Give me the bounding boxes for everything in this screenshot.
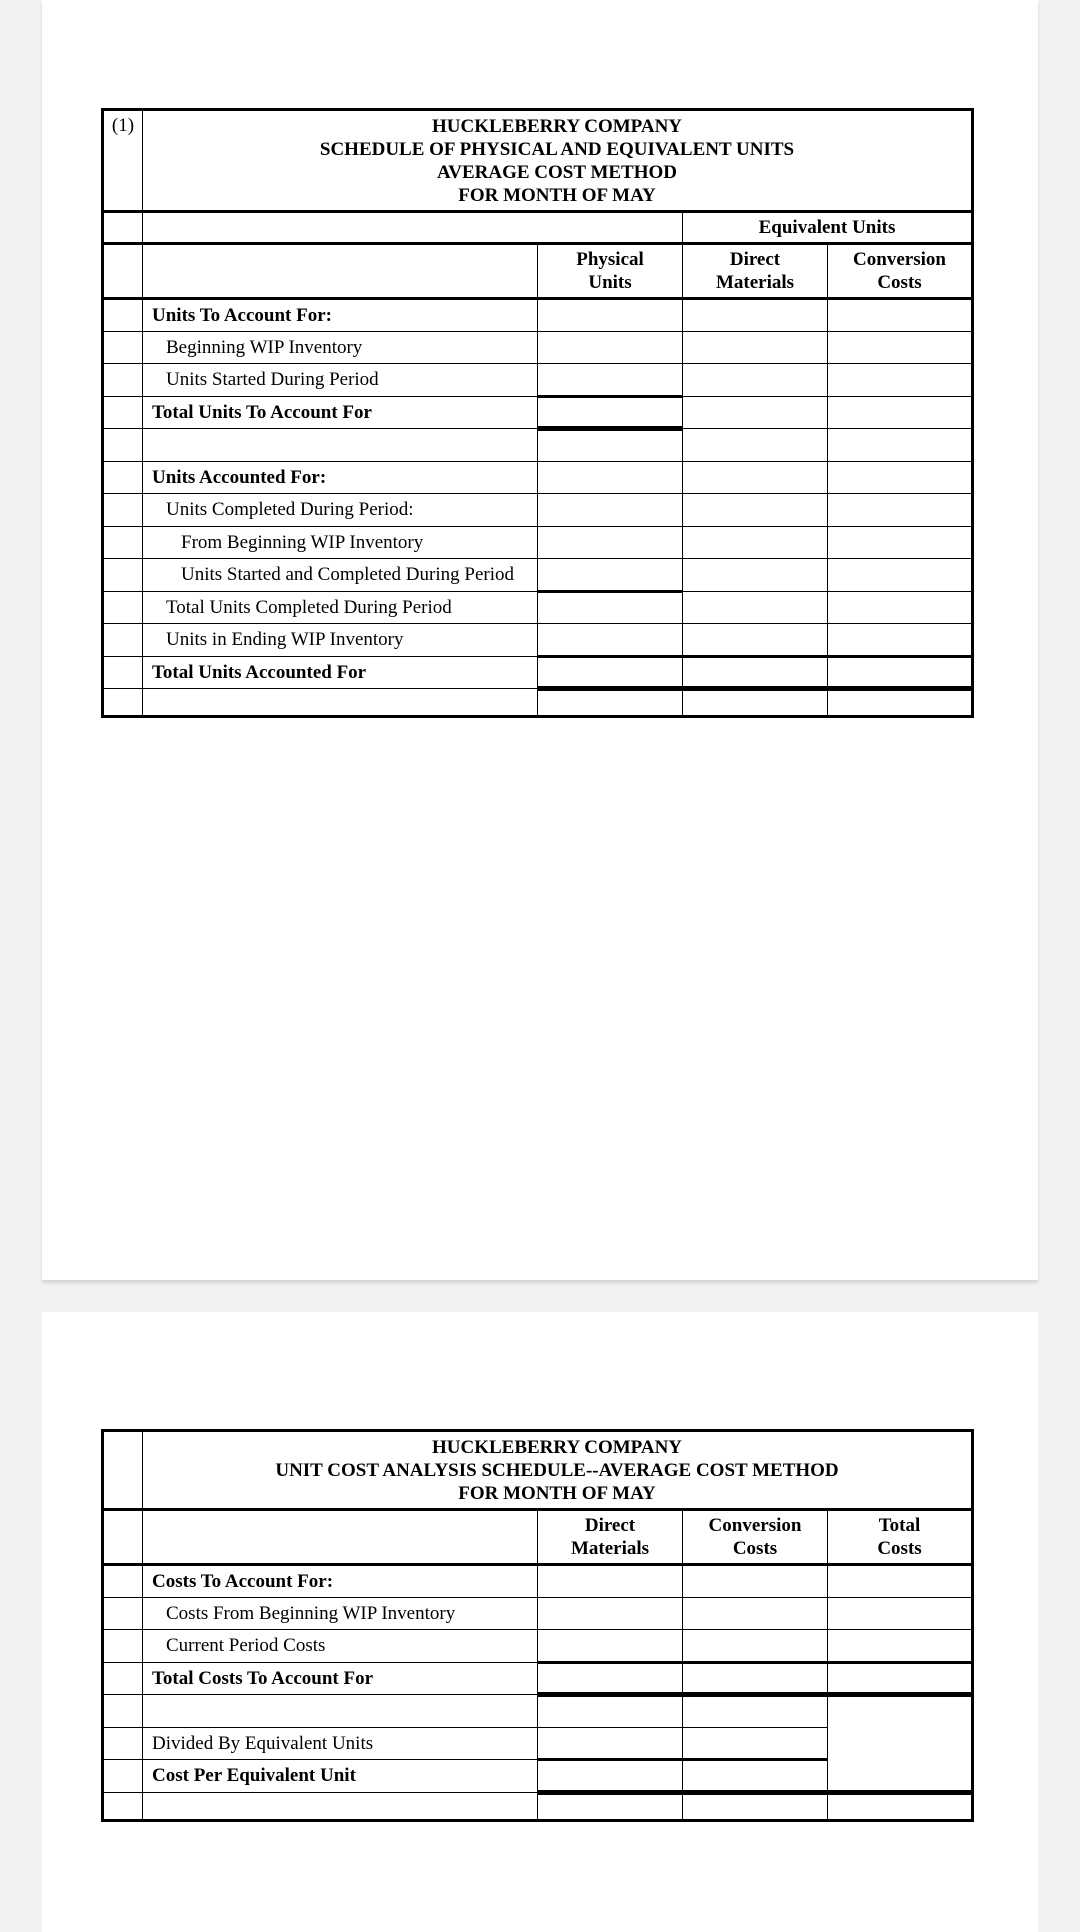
row-label: Costs To Account For: (143, 1565, 538, 1598)
physical-equivalent-units-schedule (101, 108, 974, 718)
cell[interactable] (683, 494, 828, 527)
cell[interactable] (828, 591, 973, 624)
cell[interactable] (538, 1727, 683, 1760)
cell[interactable] (828, 1565, 973, 1598)
cell[interactable] (683, 1727, 828, 1760)
cell[interactable] (538, 1565, 683, 1598)
cell[interactable] (683, 1630, 828, 1663)
row-label (143, 689, 538, 717)
row-label: From Beginning WIP Inventory (143, 526, 538, 559)
cell[interactable] (828, 1792, 973, 1820)
cell[interactable] (538, 1597, 683, 1630)
cell[interactable] (538, 396, 683, 429)
cell[interactable] (683, 559, 828, 592)
cell[interactable] (828, 364, 973, 397)
total-costs-header: Total Costs (828, 1510, 973, 1565)
row-label: Total Units To Account For (143, 396, 538, 429)
cell[interactable] (828, 624, 973, 657)
cell[interactable] (828, 1597, 973, 1630)
cell[interactable] (538, 1760, 683, 1793)
cell[interactable] (828, 689, 973, 717)
row-label: Units Started During Period (143, 364, 538, 397)
cell[interactable] (828, 559, 973, 592)
unit-cost-analysis-schedule (101, 1429, 974, 1822)
row-label (143, 429, 538, 462)
cell[interactable] (538, 656, 683, 689)
period-name: FOR MONTH OF MAY (458, 1483, 656, 1504)
cell[interactable] (538, 689, 683, 717)
cell[interactable] (683, 1565, 828, 1598)
cell[interactable] (538, 559, 683, 592)
company-name: HUCKLEBERRY COMPANY (431, 1437, 683, 1458)
row-label: Divided By Equivalent Units (143, 1727, 538, 1760)
cell[interactable] (828, 429, 973, 462)
cell[interactable] (683, 429, 828, 462)
cell[interactable] (828, 331, 973, 364)
cell[interactable] (538, 429, 683, 462)
cell[interactable] (683, 461, 828, 494)
cell[interactable] (538, 1662, 683, 1695)
cell[interactable] (683, 1662, 828, 1695)
physical-units-header: Physical Units (538, 244, 683, 299)
cell-merged (828, 1695, 973, 1793)
cell[interactable] (828, 396, 973, 429)
direct-materials-header: Direct Materials (538, 1510, 683, 1565)
period-name: FOR MONTH OF MAY (458, 185, 656, 206)
method-name: AVERAGE COST METHOD (436, 162, 677, 183)
row-label (143, 1695, 538, 1728)
cell[interactable] (683, 396, 828, 429)
cell[interactable] (683, 624, 828, 657)
cell[interactable] (683, 1695, 828, 1728)
schedule-title (143, 1431, 973, 1510)
cell[interactable] (683, 299, 828, 332)
cell[interactable] (683, 1760, 828, 1793)
row-label: Total Units Completed During Period (143, 591, 538, 624)
cell[interactable] (683, 591, 828, 624)
cell[interactable] (828, 461, 973, 494)
cell[interactable] (538, 1695, 683, 1728)
row-label: Costs From Beginning WIP Inventory (143, 1597, 538, 1630)
row-label: Units Completed During Period: (143, 494, 538, 527)
cell[interactable] (683, 1597, 828, 1630)
cell[interactable] (828, 299, 973, 332)
cell[interactable] (683, 364, 828, 397)
row-label: Beginning WIP Inventory (143, 331, 538, 364)
cell[interactable] (538, 461, 683, 494)
row-label: Total Units Accounted For (143, 656, 538, 689)
cell[interactable] (538, 591, 683, 624)
row-label: Units Started and Completed During Period (143, 559, 538, 592)
cell[interactable] (538, 494, 683, 527)
cell[interactable] (683, 656, 828, 689)
cell[interactable] (538, 526, 683, 559)
document-page-2 (42, 1312, 1038, 1932)
row-label (143, 1792, 538, 1820)
cell[interactable] (828, 656, 973, 689)
equivalent-units-header: Equivalent Units (683, 212, 973, 244)
schedule-name: UNIT COST ANALYSIS SCHEDULE--AVERAGE COST METHOD (275, 1460, 839, 1481)
direct-materials-header: Direct Materials (683, 244, 828, 299)
cell[interactable] (538, 364, 683, 397)
cell[interactable] (683, 526, 828, 559)
row-label: Cost Per Equivalent Unit (143, 1760, 538, 1793)
cell[interactable] (683, 331, 828, 364)
cell[interactable] (538, 1792, 683, 1820)
cell[interactable] (828, 526, 973, 559)
row-label: Total Costs To Account For (143, 1662, 538, 1695)
cell[interactable] (538, 624, 683, 657)
row-label: Units Accounted For: (143, 461, 538, 494)
row-label: Units in Ending WIP Inventory (143, 624, 538, 657)
conversion-costs-header: Conversion Costs (828, 244, 973, 299)
cell[interactable] (683, 1792, 828, 1820)
schedule-name: SCHEDULE OF PHYSICAL AND EQUIVALENT UNITS (319, 139, 795, 160)
cell[interactable] (828, 1662, 973, 1695)
conversion-costs-header: Conversion Costs (683, 1510, 828, 1565)
row-label: Units To Account For: (143, 299, 538, 332)
row-label: Current Period Costs (143, 1630, 538, 1663)
cell[interactable] (538, 1630, 683, 1663)
cell[interactable] (538, 331, 683, 364)
company-name: HUCKLEBERRY COMPANY (431, 116, 683, 137)
cell[interactable] (828, 494, 973, 527)
cell[interactable] (683, 689, 828, 717)
schedule-title (143, 110, 973, 212)
schedule-number: (1) (103, 110, 143, 212)
cell[interactable] (828, 1630, 973, 1663)
document-page-1 (42, 0, 1038, 1280)
cell[interactable] (538, 299, 683, 332)
